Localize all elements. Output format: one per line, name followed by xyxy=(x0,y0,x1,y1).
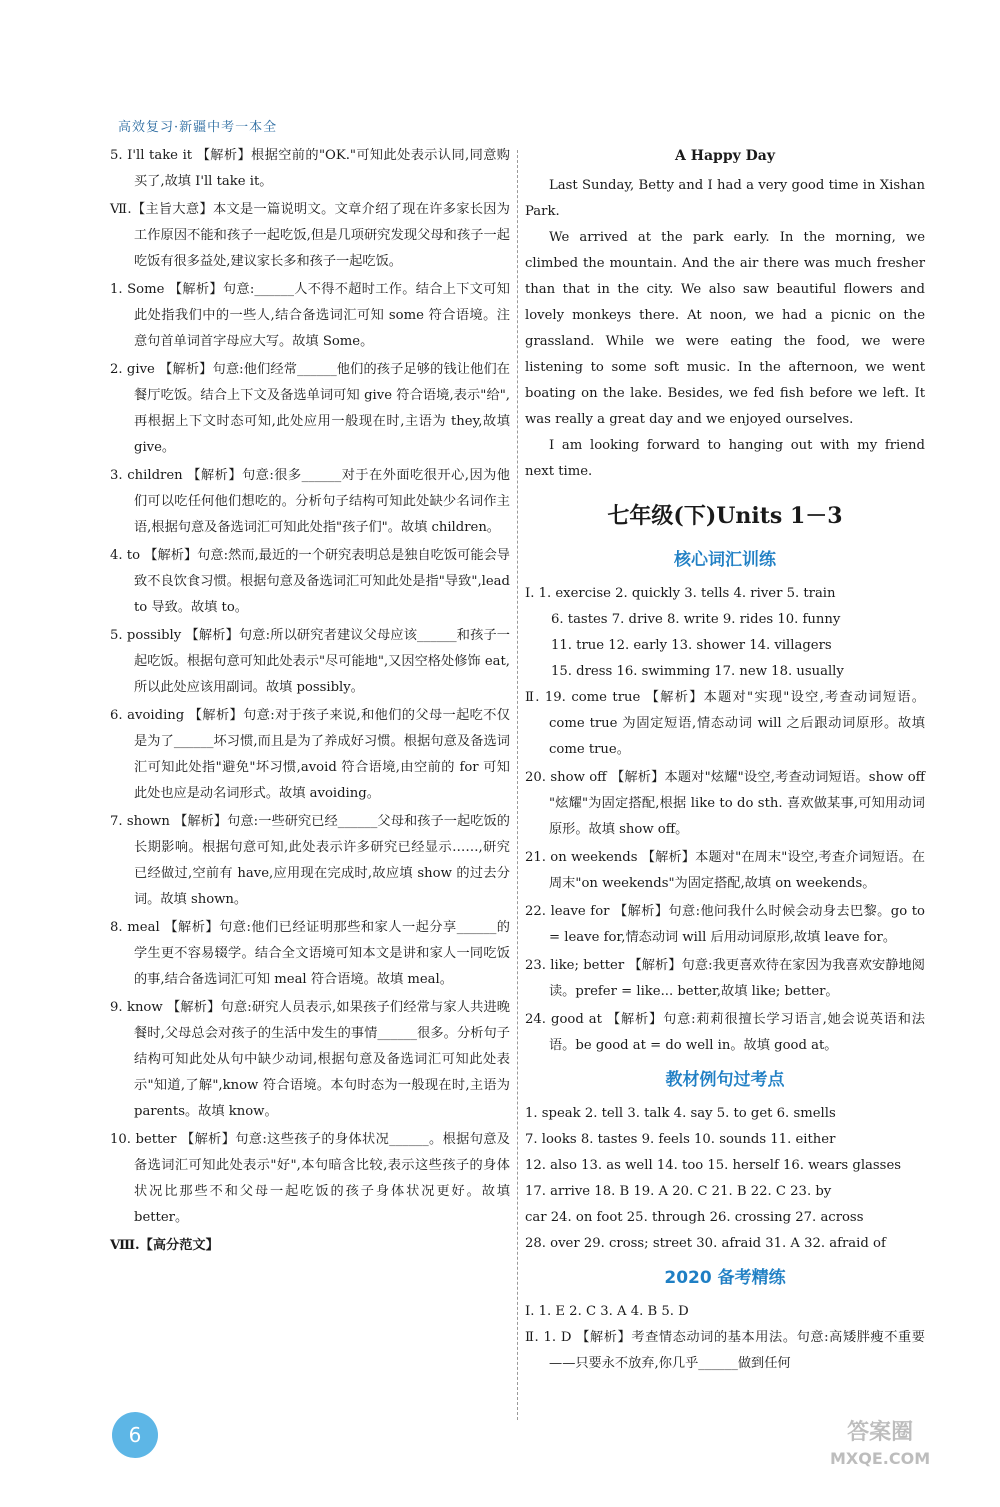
watermark-logo xyxy=(830,1420,930,1472)
answer-row: 12. also 13. as well 14. too 15. herself 16. wears glasses xyxy=(525,1158,902,1173)
answer-row: 15. dress 16. swimming 17. new 18. usually xyxy=(551,664,844,679)
page-number-badge: 6 xyxy=(112,1412,158,1458)
section-heading-2020: 2020 备考精练 xyxy=(664,1268,786,1288)
unit-title: 七年级(下)Units 1－3 xyxy=(607,503,843,529)
answer-item: 5. I'll take it 【解析】根据空前的"OK."可知此处表示认同,同意购买了,故填 I'll take it。 xyxy=(110,148,510,189)
answer-item: 8. meal 【解析】句意:他们已经证明那些和家人一起分享______的学生更不容易辍学。结合全文语境可知本文是讲和家人一同吃饭的事,结合备选词汇可知 meal 符合语境。故填 meal。 xyxy=(110,920,510,987)
section-heading-textbook: 教材例句过考点 xyxy=(665,1070,785,1090)
answer-item: Ⅱ. 1. D 【解析】考查情态动词的基本用法。句意:高矮胖瘦不重要——只要永不放弃,你几乎______做到任何 xyxy=(525,1330,925,1371)
answer-item: 22. leave for 【解析】句意:他问我什么时候会动身去巴黎。go to = leave for,情态动词 will 后用动词原形,故填 leave for。 xyxy=(525,904,925,945)
essay-paragraph: I am looking forward to hanging out with my friend next time. xyxy=(525,438,925,479)
answer-item: 23. like; better 【解析】句意:我更喜欢待在家因为我喜欢安静地阅读。prefer = like... better,故填 like; better。 xyxy=(525,958,925,999)
answer-item: 24. good at 【解析】句意:莉莉很擅长学习语言,她会说英语和法语。be good at = do well in。故填 good at。 xyxy=(525,1012,925,1053)
answer-item: 2. give 【解析】句意:他们经常______他们的孩子足够的钱让他们在餐厅吃饭。结合上下文及备选单词可知 give 符合语境,表示"给",再根据上下文时态可知,此处应用一般现在时,主语为 they,故填 give。 xyxy=(110,362,510,455)
section-7-summary: Ⅶ.【主旨大意】本文是一篇说明文。文章介绍了现在许多家长因为工作原因不能和孩子一起吃饭,但是几项研究发现父母和孩子一起吃饭有很多益处,建议家长多和孩子一起吃饭。 xyxy=(110,202,510,269)
answer-item: 1. Some 【解析】句意:______人不得不超时工作。结合上下文可知此处指我们中的一些人,结合备选词汇可知 some 符合语境。注意句首单词首字母应大写。故填 Some。 xyxy=(110,282,510,349)
answer-row: 6. tastes 7. drive 8. write 9. rides 10. funny xyxy=(551,612,841,627)
section-heading-vocab: 核心词汇训练 xyxy=(674,550,776,570)
section-8-heading: Ⅷ.【高分范文】 xyxy=(110,1238,219,1253)
answer-item: 5. possibly 【解析】句意:所以研究者建议父母应该______和孩子一起吃饭。根据句意可知此处表示"尽可能地",又因空格处修饰 eat,所以此处应该用副词。故填 possibly。 xyxy=(110,628,510,695)
essay-paragraph: We arrived at the park early. In the morning, we climbed the mountain. And the air there was much fresher than that in the city. We also saw beautiful flowers and lovely monkeys there. At noon, we had a picnic on the grassland. While we were eating the food, we were listening to some soft music. In the afternoon, we went boating on the lake. Besides, we fed fish before we left. It was really a great day and we enjoyed ourselves. xyxy=(525,230,925,427)
answer-row: car 24. on foot 25. through 26. crossing 27. across xyxy=(525,1210,864,1225)
answer-row: 7. looks 8. tastes 9. feels 10. sounds 11. either xyxy=(525,1132,836,1147)
left-column xyxy=(110,143,510,1261)
watermark-url: MXQE.COM xyxy=(830,1449,931,1468)
answer-item: 4. to 【解析】句意:然而,最近的一个研究表明总是独自吃饭可能会导致不良饮食习惯。根据句意及备选词汇可知此处是指"导致",lead to 导致。故填 to。 xyxy=(110,548,510,615)
running-header: 高效复习·新疆中考一本全 xyxy=(118,120,278,135)
answer-item: 20. show off 【解析】本题对"炫耀"设空,考查动词短语。show off "炫耀"为固定搭配,根据 like to do sth. 喜欢做某事,可知用动词原形。故填 show off。 xyxy=(525,770,925,837)
answer-item: 9. know 【解析】句意:研究人员表示,如果孩子们经常与家人共进晚餐时,父母总会对孩子的生活中发生的事情______很多。分析句子结构可知此处从句中缺少动词,根据句意及备选词汇可知此处表示"知道,了解",know 符合语境。本句时态为一般现在时,主语为 parents。故填 know。 xyxy=(110,1000,510,1119)
answer-item: Ⅱ. 19. come true 【解析】本题对"实现"设空,考查动词短语。come true 为固定短语,情态动词 will 之后跟动词原形。故填 come true。 xyxy=(525,690,925,757)
answer-row: 1. speak 2. tell 3. talk 4. say 5. to get 6. smells xyxy=(525,1106,836,1121)
answer-item: 7. shown 【解析】句意:一些研究已经______父母和孩子一起吃饭的长期影响。根据句意可知,此处表示许多研究已经显示……,研究已经做过,空前有 have,应用现在完成时,故应填 show 的过去分词。故填 shown。 xyxy=(110,814,510,907)
answer-row: 11. true 12. early 13. shower 14. villagers xyxy=(551,638,832,653)
answer-row: Ⅰ. 1. exercise 2. quickly 3. tells 4. river 5. train xyxy=(525,586,836,601)
answer-item: 6. avoiding 【解析】句意:对于孩子来说,和他们的父母一起吃不仅是为了______坏习惯,而且是为了养成好习惯。根据句意及备选词汇可知此处指"避免"坏习惯,avoid 符合语境,由空前的 for 可知此处也应是动名词形式。故填 avoiding。 xyxy=(110,708,510,801)
answer-row: 28. over 29. cross; street 30. afraid 31. A 32. afraid of xyxy=(525,1236,886,1251)
watermark-text: 答案圈 xyxy=(847,1420,914,1445)
answer-row: 17. arrive 18. B 19. A 20. C 21. B 22. C 23. by xyxy=(525,1184,832,1199)
right-column xyxy=(525,143,925,1379)
essay-title: A Happy Day xyxy=(675,148,775,164)
answer-item: 21. on weekends 【解析】本题对"在周末"设空,考查介词短语。在周末"on weekends"为固定搭配,故填 on weekends。 xyxy=(525,850,925,891)
column-divider xyxy=(517,150,518,1420)
essay-paragraph: Last Sunday, Betty and I had a very good time in Xishan Park. xyxy=(525,178,925,219)
answer-row: Ⅰ. 1. E 2. C 3. A 4. B 5. D xyxy=(525,1304,689,1319)
answer-item: 10. better 【解析】句意:这些孩子的身体状况______。根据句意及备选词汇可知此处表示"好",本句暗含比较,表示这些孩子的身体状况比那些不和父母一起吃饭的孩子身体状况更好。故填 better。 xyxy=(110,1132,510,1225)
answer-item: 3. children 【解析】句意:很多______对于在外面吃很开心,因为他们可以吃任何他们想吃的。分析句子结构可知此处缺少名词作主语,根据句意及备选词汇可知此处指"孩子们"。故填 children。 xyxy=(110,468,510,535)
